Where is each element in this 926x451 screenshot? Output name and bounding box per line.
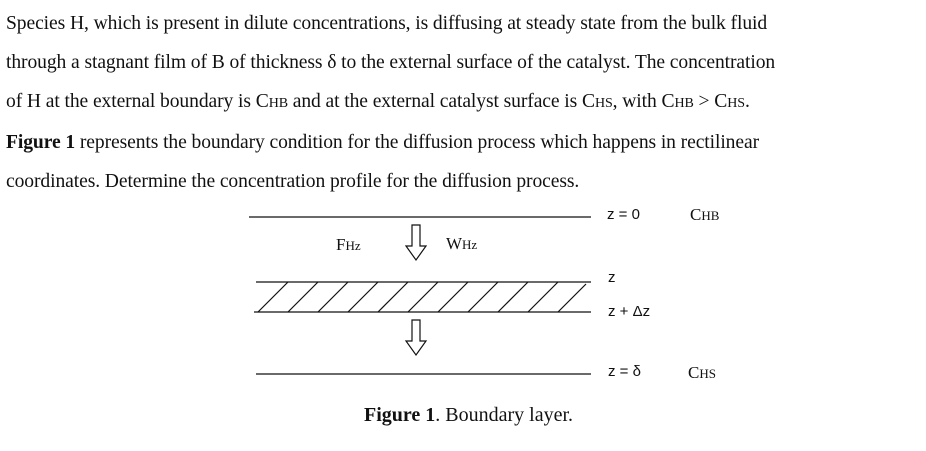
label-main: F [336,235,346,254]
label-main: C [690,205,702,224]
flux-arrow-icon [406,320,426,355]
text-line-2: through a stagnant film of B of thickness δ to the external surface of the catalyst. The concentration [6,52,776,73]
hatch-pattern [258,282,586,312]
text-fragment: of H at the external boundary is C [6,91,269,112]
z-label: z [608,269,616,286]
subscript-hb: HB [268,96,288,111]
subscript-hs: HS [594,96,613,111]
label-main: C [688,363,700,382]
figure-caption [364,404,573,427]
z-zero-label: z = 0 [607,206,640,223]
subscript-hb: HB [674,96,694,111]
text-fragment: , with C [612,91,675,112]
label-subscript: Hz [345,238,361,253]
text-fragment: and at the external catalyst surface is C [287,91,595,112]
text-line-5: coordinates. Determine the concentration profile for the diffusion process. [6,171,580,192]
flux-arrow-icon [406,225,426,260]
text-line-1: Species H, which is present in dilute concentrations, is diffusing at steady state from the bulk fluid [6,13,768,34]
chb-label [690,205,719,225]
fhz-label [336,235,361,255]
label-subscript: Hz [462,237,478,252]
label-main: W [446,234,463,253]
label-subscript: HB [701,208,720,223]
chs-label [688,363,716,383]
figure-reference: Figure 1 [6,132,76,153]
whz-label [446,234,477,254]
z-delta-label: z = δ [608,363,641,380]
label-subscript: HS [699,366,716,381]
text-fragment: represents the boundary condition for the diffusion process which happens in rectilinear [75,132,759,153]
text-fragment: . [744,91,750,112]
caption-text: . Boundary layer. [435,404,574,426]
subscript-hs: HS [727,96,745,111]
z-plus-dz-label: z + Δz [608,303,651,320]
caption-label: Figure 1 [364,404,436,426]
text-fragment: > C [693,91,728,112]
